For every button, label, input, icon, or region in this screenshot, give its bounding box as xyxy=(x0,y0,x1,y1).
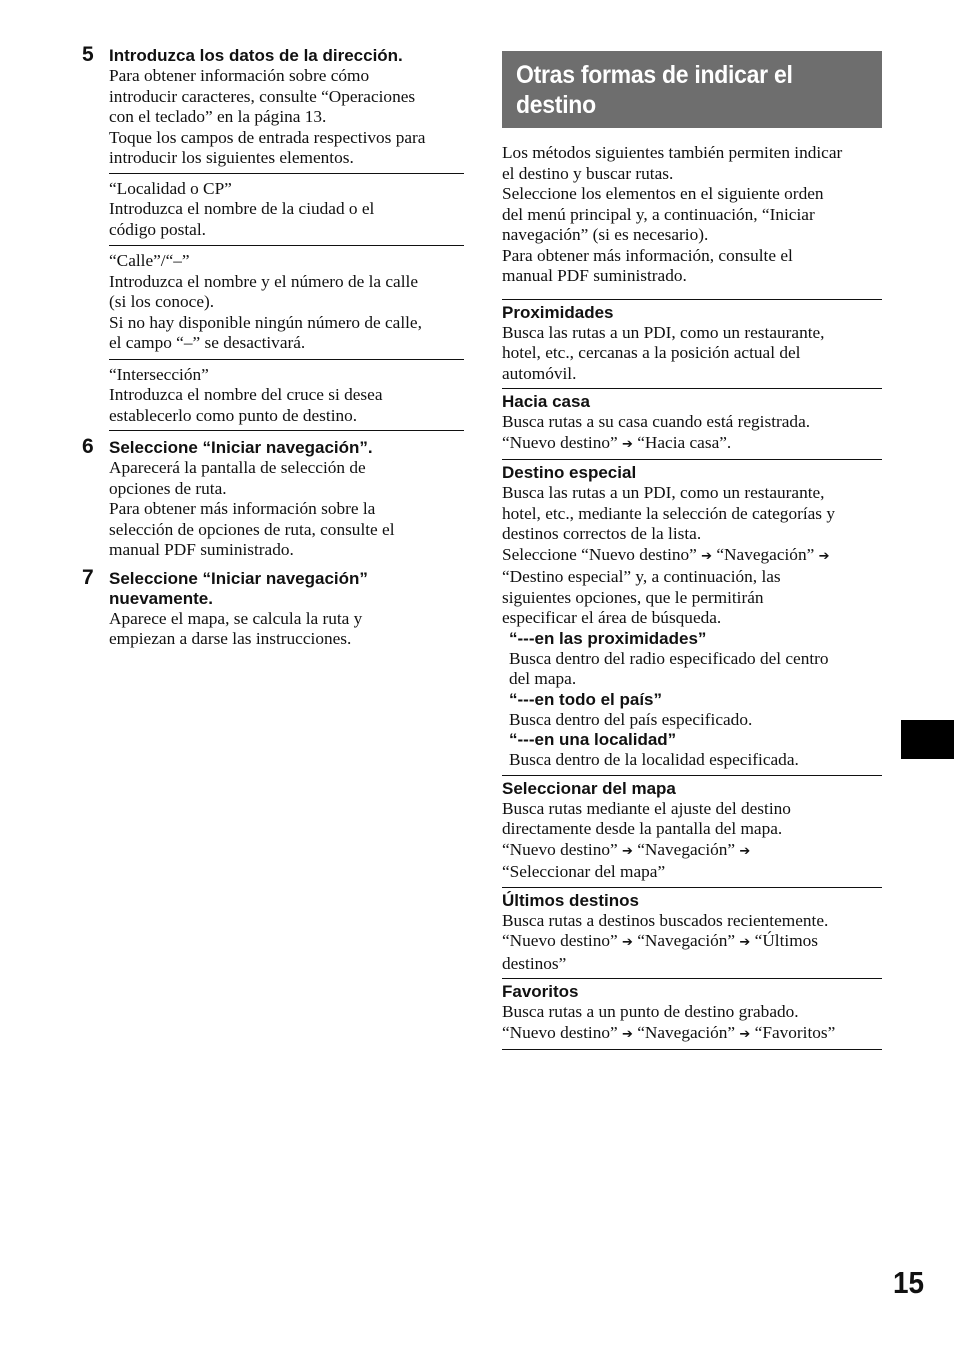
step-title: Seleccione “Iniciar navegación”. xyxy=(109,438,373,457)
arrow-right-icon: ➔ xyxy=(739,935,751,950)
text-line: Busca dentro del país especificado. xyxy=(509,709,753,729)
arrow-right-icon: ➔ xyxy=(739,843,751,859)
text-line: “Intersección” xyxy=(109,364,209,384)
text-line: introducir caracteres, consulte “Operaciones xyxy=(109,86,416,106)
arrow-right-icon: ➔ xyxy=(621,843,633,859)
item-title: Seleccionar del mapa xyxy=(502,778,676,798)
item-title: Favoritos xyxy=(502,982,579,1001)
menu-path xyxy=(502,433,882,456)
arrow-right-icon: ➔ xyxy=(818,548,830,564)
item-title: Últimos destinos xyxy=(502,890,639,910)
item-body xyxy=(502,1002,882,1045)
text-line: el destino y buscar rutas. xyxy=(502,163,674,183)
text-line: el campo “–” se desactivará. xyxy=(109,333,306,352)
text-line: Busca rutas a su casa cuando está registrada. xyxy=(502,412,811,431)
path-step: “Navegación” xyxy=(637,1022,736,1042)
option-title: “---en una localidad” xyxy=(509,730,677,749)
step-number: 5 xyxy=(82,43,94,66)
menu-path xyxy=(502,1023,882,1046)
right-column xyxy=(502,51,882,1050)
option-proximidades xyxy=(502,629,882,690)
option-una-localidad xyxy=(502,730,882,771)
menu-path xyxy=(502,545,882,568)
step-5 xyxy=(82,44,464,431)
path-step: “Últimos xyxy=(754,931,819,950)
path-step: “Hacia casa”. xyxy=(637,432,732,452)
text-line: “Seleccionar del mapa” xyxy=(502,862,666,881)
text-line: “Calle”/“–” xyxy=(109,251,190,270)
item-seleccionar-del-mapa xyxy=(502,775,882,883)
item-destino-especial xyxy=(502,459,882,771)
item-body xyxy=(502,412,882,455)
option-body xyxy=(509,750,882,771)
text-line: Introduzca el nombre de la ciudad o el xyxy=(109,199,375,218)
menu-path xyxy=(502,931,882,954)
item-title: Destino especial xyxy=(502,463,637,482)
text-line: opciones de ruta. xyxy=(109,478,227,498)
item-body xyxy=(502,483,882,629)
text-line: Aparece el mapa, se calcula la ruta y xyxy=(109,608,363,628)
item-body xyxy=(502,911,882,975)
path-step: “Favoritos” xyxy=(754,1022,836,1042)
option-title: “---en las proximidades” xyxy=(509,628,707,648)
text-line: del menú principal y, a continuación, “Iniciar xyxy=(502,204,815,224)
text-line: código postal. xyxy=(109,219,206,239)
step-title: Introduzca los datos de la dirección. xyxy=(109,46,403,65)
chapter-tab-marker xyxy=(901,720,954,759)
arrow-right-icon: ➔ xyxy=(621,436,633,452)
step-title xyxy=(109,567,464,609)
section-title xyxy=(516,60,875,120)
text-line: Busca dentro del radio especificado del centro xyxy=(509,648,829,668)
section-header xyxy=(502,51,882,128)
arrow-right-icon: ➔ xyxy=(621,935,633,950)
text-line: Los métodos siguientes también permiten indicar xyxy=(502,143,843,162)
step-body xyxy=(109,458,464,561)
text-line: hotel, etc., cercanas a la posición actual del xyxy=(502,343,801,362)
left-column xyxy=(82,44,464,650)
text-line: Busca dentro de la localidad especificada. xyxy=(509,750,799,769)
item-favoritos xyxy=(502,978,882,1045)
step-number: 7 xyxy=(82,565,94,589)
option-body xyxy=(509,710,882,731)
text-line: destinos” xyxy=(502,953,567,973)
path-step: “Nuevo destino” xyxy=(502,839,618,859)
item-proximidades xyxy=(502,299,882,385)
option-todo-el-pais xyxy=(502,690,882,731)
item-body xyxy=(502,799,882,883)
item-title: Proximidades xyxy=(502,302,614,322)
text-line: Busca las rutas a un PDI, como un restaurante, xyxy=(502,322,825,342)
text-line: Busca rutas a un punto de destino grabado. xyxy=(502,1002,799,1021)
text-line: introducir los siguientes elementos. xyxy=(109,148,354,167)
text-line: especificar el área de búsqueda. xyxy=(502,608,722,627)
text-line: Para obtener más información sobre la xyxy=(109,499,376,518)
text-line: selección de opciones de ruta, consulte el xyxy=(109,519,395,539)
text-line: Busca rutas a destinos buscados recientemente. xyxy=(502,910,829,930)
text-line: “Destino especial” y, a continuación, las xyxy=(502,567,781,586)
field-interseccion xyxy=(109,359,464,432)
path-step: “Navegación” xyxy=(716,544,815,564)
item-body xyxy=(502,323,882,385)
text-line: Introduzca el nombre del cruce si desea xyxy=(109,385,383,404)
text-line: Para obtener más información, consulte el xyxy=(502,245,793,265)
text-line: navegación” (si es necesario). xyxy=(502,225,709,244)
step-7 xyxy=(82,567,464,650)
step-6 xyxy=(82,436,464,561)
item-title: Hacia casa xyxy=(502,392,590,411)
arrow-right-icon: ➔ xyxy=(739,1026,751,1042)
step-number: 6 xyxy=(82,435,94,458)
text-line: Aparecerá la pantalla de selección de xyxy=(109,458,366,477)
title-line: nuevamente. xyxy=(109,588,213,608)
title-line: destino xyxy=(516,91,596,119)
text-line: Para obtener información sobre cómo xyxy=(109,66,370,85)
text-line: directamente desde la pantalla del mapa. xyxy=(502,819,783,838)
text-line: establecerlo como punto de destino. xyxy=(109,405,358,425)
path-step: Seleccione “Nuevo destino” xyxy=(502,544,697,564)
text-line: Seleccione los elementos en el siguiente orden xyxy=(502,184,824,203)
text-line: manual PDF suministrado. xyxy=(109,540,294,559)
text-line: Busca las rutas a un PDI, como un restaurante, xyxy=(502,483,825,502)
text-line: Busca rutas mediante el ajuste del destino xyxy=(502,798,791,818)
text-line: Toque los campos de entrada respectivos para xyxy=(109,127,426,147)
title-line: Seleccione “Iniciar navegación” xyxy=(109,568,368,588)
option-body xyxy=(509,649,882,690)
step-body xyxy=(109,66,464,169)
path-step: “Nuevo destino” xyxy=(502,432,618,452)
divider xyxy=(502,1049,882,1050)
path-step: “Nuevo destino” xyxy=(502,1022,618,1042)
step-body xyxy=(109,609,464,650)
text-line: automóvil. xyxy=(502,363,577,383)
text-line: “Localidad o CP” xyxy=(109,178,232,198)
page-number: 15 xyxy=(892,1265,924,1300)
text-line: del mapa. xyxy=(509,669,577,688)
item-hacia-casa xyxy=(502,388,882,455)
text-line: con el teclado” en la página 13. xyxy=(109,107,327,126)
text-line: (si los conoce). xyxy=(109,292,215,311)
path-step: “Nuevo destino” xyxy=(502,931,618,950)
text-line: hotel, etc., mediante la selección de categorías y xyxy=(502,503,835,523)
menu-path xyxy=(502,840,882,863)
title-line: Otras formas de indicar el xyxy=(516,61,793,89)
field-calle xyxy=(109,245,464,355)
path-step: “Navegación” xyxy=(637,839,736,859)
text-line: destinos correctos de la lista. xyxy=(502,524,702,543)
text-line: Si no hay disponible ningún número de calle, xyxy=(109,312,422,332)
text-line: siguientes opciones, que le permitirán xyxy=(502,587,764,607)
field-localidad xyxy=(109,173,464,242)
text-line: empiezan a darse las instrucciones. xyxy=(109,629,352,648)
section-intro xyxy=(502,143,882,287)
option-title: “---en todo el país” xyxy=(509,689,662,709)
item-ultimos-destinos xyxy=(502,887,882,975)
arrow-right-icon: ➔ xyxy=(621,1026,633,1042)
path-step: “Navegación” xyxy=(637,931,736,950)
text-line: manual PDF suministrado. xyxy=(502,266,687,285)
text-line: Introduzca el nombre y el número de la calle xyxy=(109,271,419,291)
arrow-right-icon: ➔ xyxy=(701,548,713,564)
